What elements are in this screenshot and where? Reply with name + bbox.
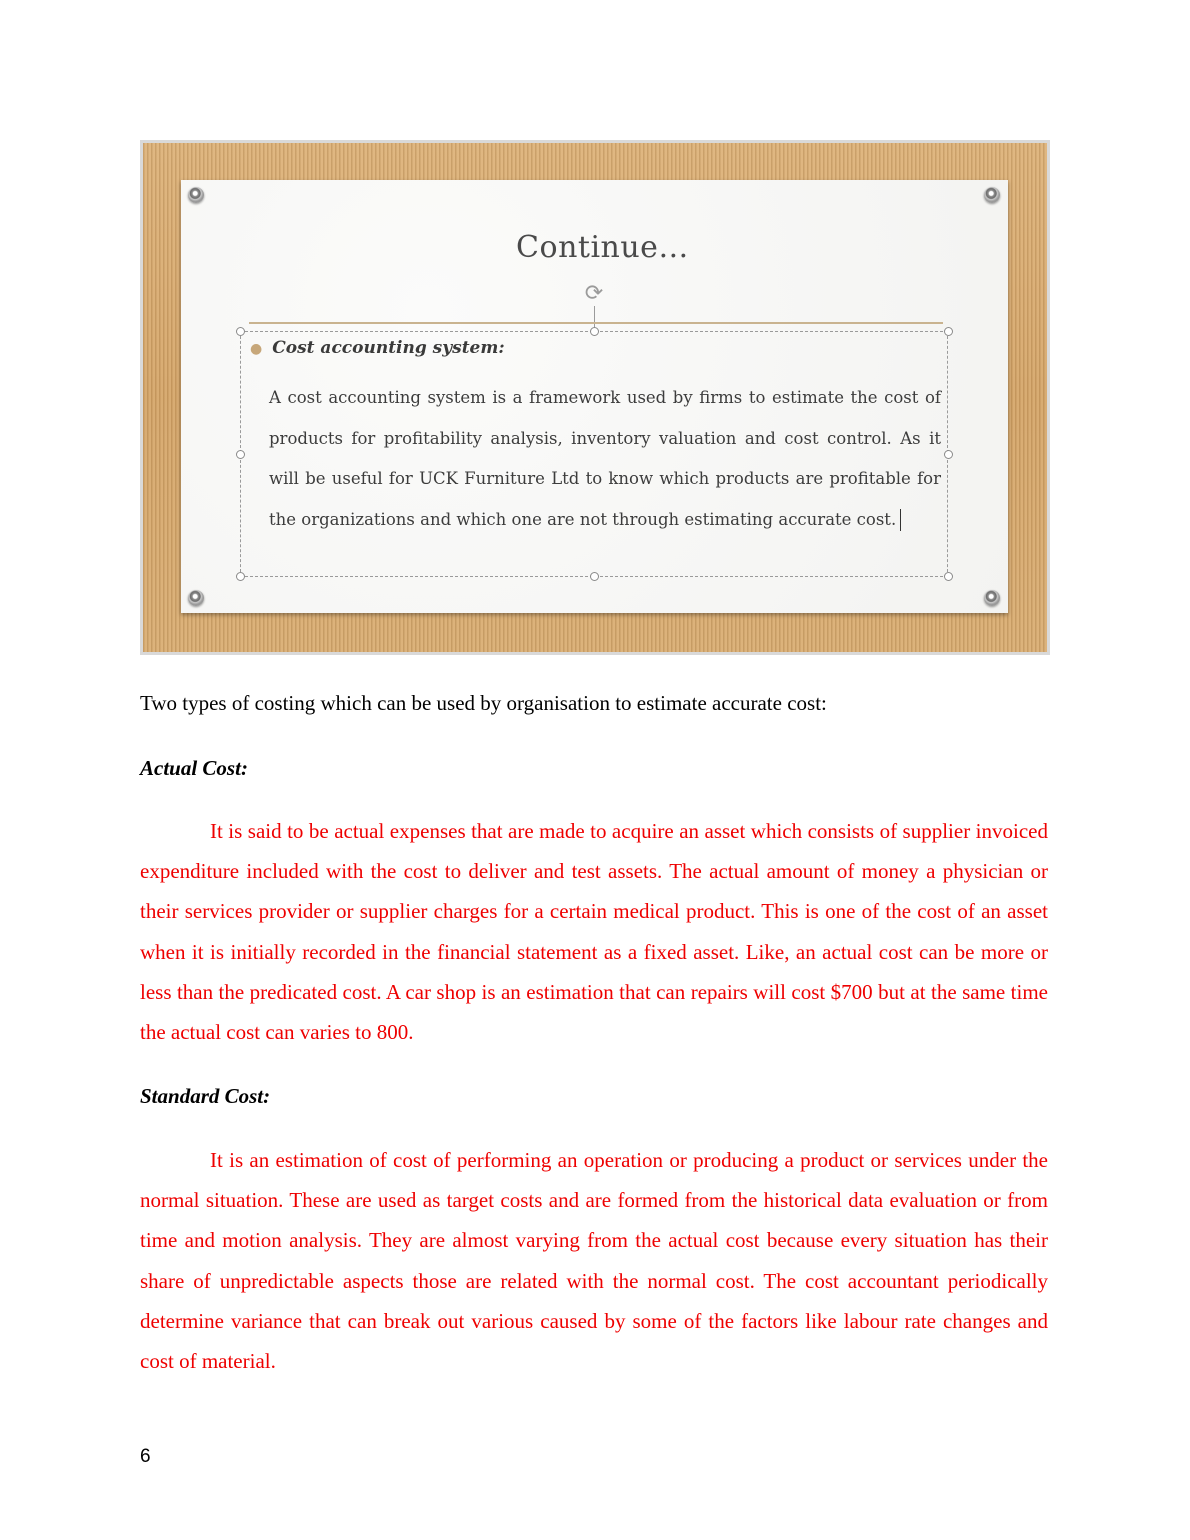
resize-handle-bottom-left[interactable] <box>236 572 245 581</box>
embedded-slide-image <box>140 140 1050 655</box>
slide-body-text <box>269 378 941 540</box>
bullet-icon: ● <box>250 341 263 357</box>
slide-paper <box>181 180 1008 613</box>
slide-bullet-heading-text: Cost accounting system: <box>272 338 505 358</box>
section-body-actual-cost: It is said to be actual expenses that are made to acquire an asset which consists of supplier invoiced expenditure included with the cost to deliver and test assets. The actual amount of money a physician or their services provider or supplier charges for a certain medical product. This is one of the cost of an asset when it is initially recorded in the financial statement as a fixed asset. Like, an actual cost can be more or less than the predicated cost. A car shop is an estimation that can repairs will cost $700 but at the same time the actual cost can varies to 800. <box>140 819 1048 1045</box>
section-heading-standard-cost: Standard Cost: <box>140 1084 271 1108</box>
resize-handle-top[interactable] <box>590 327 599 336</box>
rotate-handle-icon[interactable]: ⟳ <box>584 281 604 306</box>
slide-title: Continue… <box>516 230 689 265</box>
pushpin-icon <box>188 590 204 606</box>
section-body-standard-cost: It is an estimation of cost of performing an operation or producing a product or services under the normal situation. These are used as target costs and are formed from the historical data evaluation or from time and motion analysis. They are almost varying from the actual cost because every situation has their share of unpredictable aspects those are related with the normal cost. The cost accountant periodically determine variance that can break out various caused by some of the factors like labour rate changes and cost of material. <box>140 1148 1048 1374</box>
pushpin-icon <box>984 590 1000 606</box>
text-cursor <box>900 509 901 531</box>
resize-handle-bottom-right[interactable] <box>944 572 953 581</box>
intro-paragraph: Two types of costing which can be used by organisation to estimate accurate cost: <box>140 691 827 715</box>
resize-handle-bottom[interactable] <box>590 572 599 581</box>
pushpin-icon <box>188 187 204 203</box>
page-number: 6 <box>140 1446 151 1467</box>
resize-handle-left[interactable] <box>236 450 245 459</box>
resize-handle-right[interactable] <box>944 450 953 459</box>
section-heading-actual-cost: Actual Cost: <box>140 756 248 780</box>
resize-handle-top-left[interactable] <box>236 327 245 336</box>
pushpin-icon <box>984 187 1000 203</box>
slide-body-content: A cost accounting system is a framework used by firms to estimate the cost of products for profitability analysis, inventory valuation and cost control. As it will be useful for UCK Furniture Ltd to know which products are profitable for the organizations and which one are not through estimating accurate cost. <box>269 388 941 529</box>
resize-handle-top-right[interactable] <box>944 327 953 336</box>
title-divider <box>249 322 943 324</box>
slide-bullet-heading <box>250 338 505 358</box>
